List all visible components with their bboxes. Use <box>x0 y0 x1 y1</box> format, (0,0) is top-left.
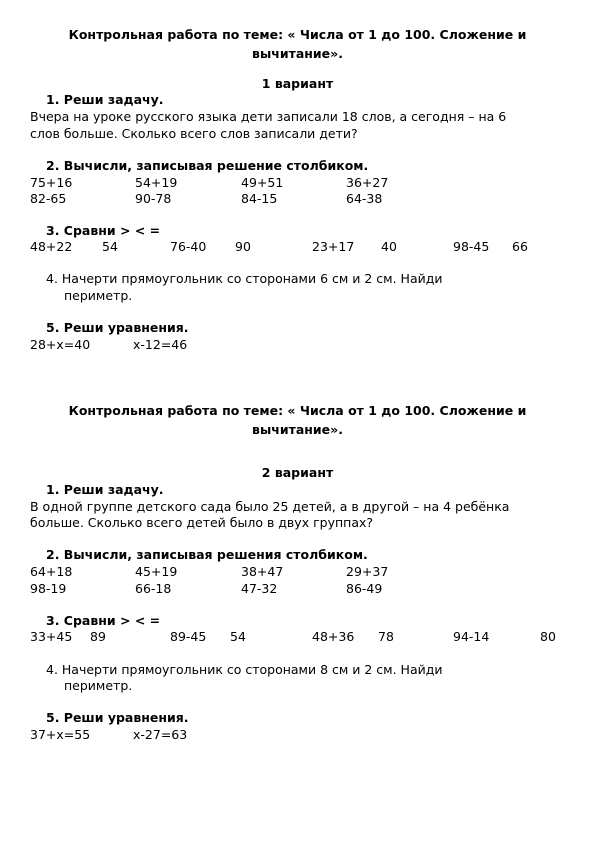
test-title-line1: Контрольная работа по теме: « Числа от 1 до 100. Сложение и <box>68 403 527 418</box>
task2-expression: 64+18 <box>30 564 73 579</box>
task1-text-line1: В одной группе детского сада было 25 детей, а в другой – на 4 ребёнка <box>30 499 510 514</box>
task3-item: 80 <box>540 629 556 644</box>
task3-item: 94-14 <box>453 629 490 644</box>
variant-label: 1 вариант <box>261 76 334 91</box>
task5-equation: x-12=46 <box>133 337 188 352</box>
task3-item: 89 <box>90 629 106 644</box>
task2-expression: 82-65 <box>30 191 67 206</box>
task5-equation: 28+x=40 <box>30 337 91 352</box>
task2-expression: 47-32 <box>241 581 278 596</box>
task2-expression: 38+47 <box>241 564 284 579</box>
task3-item: 76-40 <box>170 239 207 254</box>
task2-expression: 36+27 <box>346 175 389 190</box>
task3-item: 54 <box>230 629 246 644</box>
task5-equation: 37+x=55 <box>30 727 91 742</box>
task3-item: 48+36 <box>312 629 355 644</box>
task3-item: 98-45 <box>453 239 490 254</box>
task3-item: 66 <box>512 239 528 254</box>
task2-expression: 98-19 <box>30 581 67 596</box>
task3-item: 89-45 <box>170 629 207 644</box>
task2-expression: 75+16 <box>30 175 73 190</box>
task2-expression: 86-49 <box>346 581 383 596</box>
task3-heading: 3. Сравни > < = <box>46 613 161 628</box>
task3-item: 40 <box>381 239 397 254</box>
task4-text-line2: периметр. <box>64 288 133 303</box>
task5-heading: 5. Реши уравнения. <box>46 710 189 725</box>
task2-expression: 84-15 <box>241 191 278 206</box>
variant-label: 2 вариант <box>261 465 334 480</box>
task5-equation: x-27=63 <box>133 727 188 742</box>
task3-item: 33+45 <box>30 629 73 644</box>
task2-expression: 90-78 <box>135 191 172 206</box>
task4-text-line1: 4. Начерти прямоугольник со сторонами 6 см и 2 см. Найди <box>46 271 443 286</box>
task4-text-line1: 4. Начерти прямоугольник со сторонами 8 см и 2 см. Найди <box>46 662 443 677</box>
task1-text-line2: больше. Сколько всего детей было в двух группах? <box>30 515 374 530</box>
task3-heading: 3. Сравни > < = <box>46 223 161 238</box>
task3-item: 90 <box>235 239 251 254</box>
task1-heading: 1. Реши задачу. <box>46 482 164 497</box>
task4-text-line2: периметр. <box>64 678 133 693</box>
task2-expression: 49+51 <box>241 175 284 190</box>
task2-heading: 2. Вычисли, записывая решение столбиком. <box>46 158 369 173</box>
test-title-line2: вычитание». <box>252 422 343 437</box>
test-title-line1: Контрольная работа по теме: « Числа от 1 до 100. Сложение и <box>68 27 527 42</box>
task2-expression: 66-18 <box>135 581 172 596</box>
task2-expression: 45+19 <box>135 564 178 579</box>
task3-item: 23+17 <box>312 239 355 254</box>
task1-heading: 1. Реши задачу. <box>46 92 164 107</box>
task2-expression: 64-38 <box>346 191 383 206</box>
task2-expression: 29+37 <box>346 564 389 579</box>
task1-text-line2: слов больше. Сколько всего слов записали дети? <box>30 126 358 141</box>
task3-item: 48+22 <box>30 239 73 254</box>
task3-item: 54 <box>102 239 118 254</box>
test-title-line2: вычитание». <box>252 46 343 61</box>
task2-heading: 2. Вычисли, записывая решения столбиком. <box>46 547 368 562</box>
task3-item: 78 <box>378 629 394 644</box>
task2-expression: 54+19 <box>135 175 178 190</box>
task1-text-line1: Вчера на уроке русского языка дети записали 18 слов, а сегодня – на 6 <box>30 109 507 124</box>
task5-heading: 5. Реши уравнения. <box>46 320 189 335</box>
